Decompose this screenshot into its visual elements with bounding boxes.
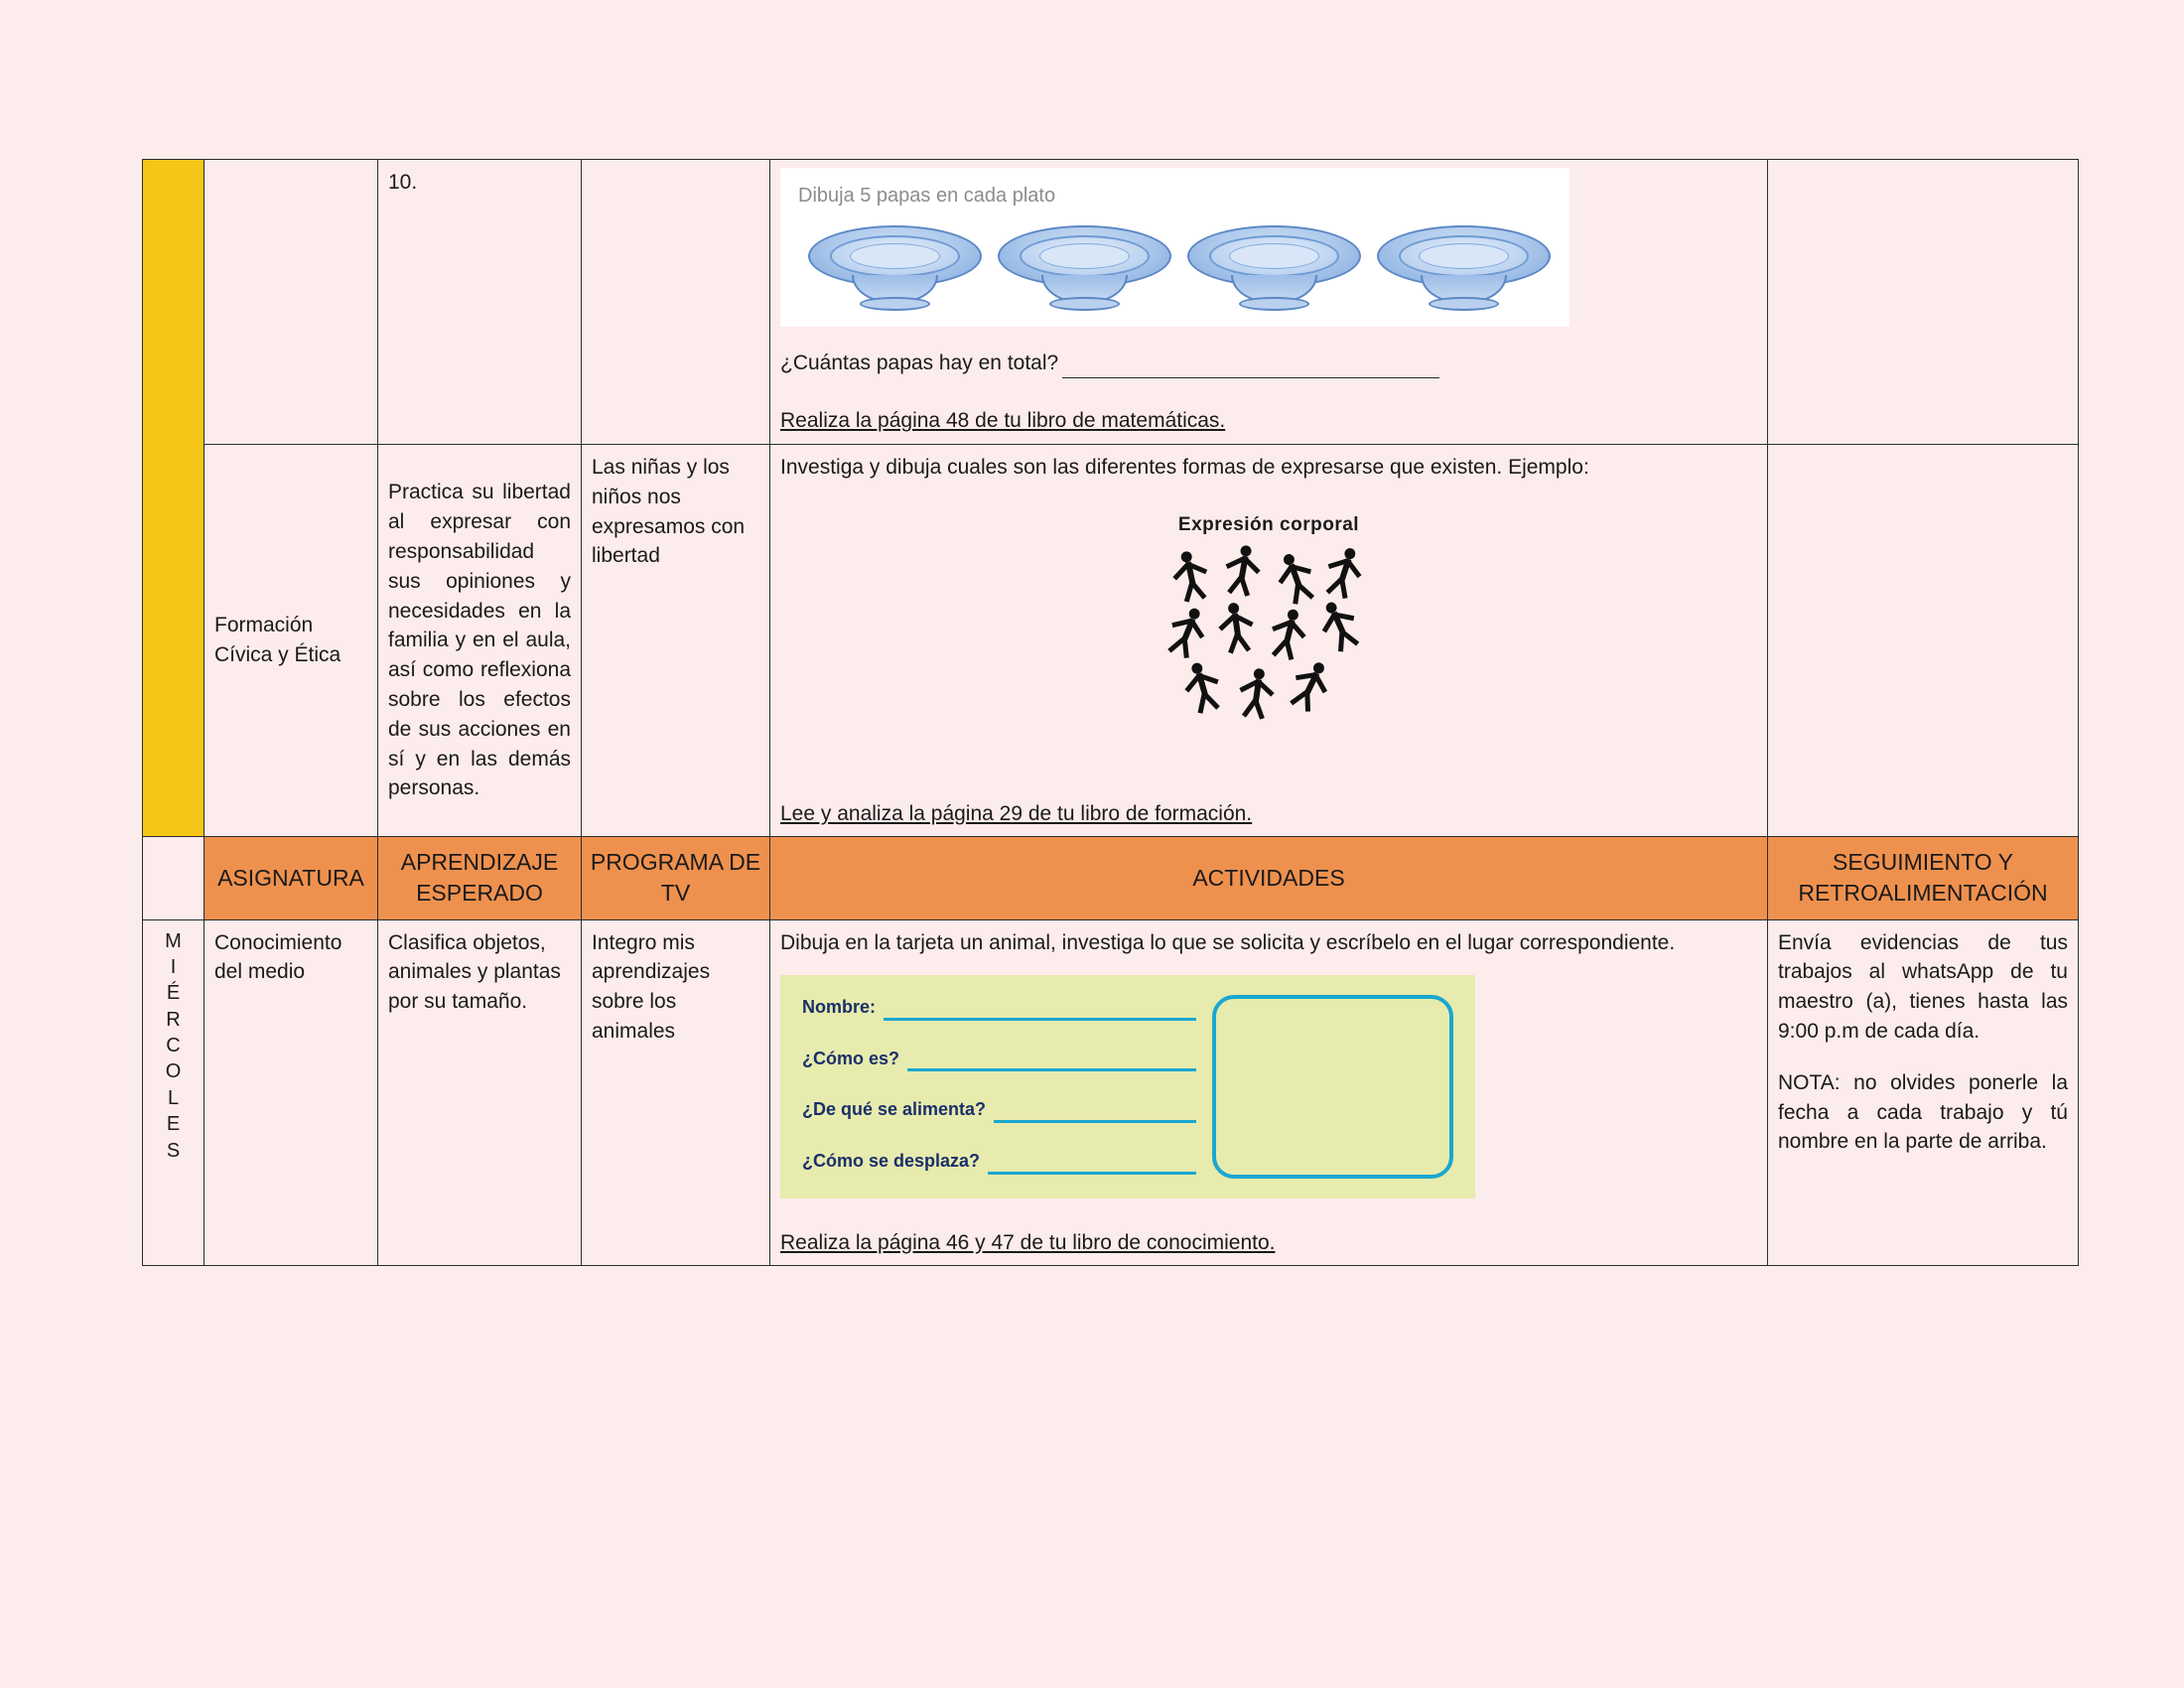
table-header-row: [143, 837, 2079, 919]
animal-card-field-row: [802, 995, 1196, 1021]
animal-card-rule[interactable]: [988, 1162, 1196, 1175]
seguimiento-paragraph-nota: NOTA: no olvides ponerle la fecha a cada trabajo y tú nombre en la parte de arriba.: [1778, 1070, 2068, 1154]
actividad-miercoles-intro: Dibuja en la tarjeta un animal, investiga lo que se solicita y escríbelo en el lugar correspondiente.: [780, 930, 1676, 954]
cell-programa-formacion: Las niñas y los niños nos expresamos con libertad: [582, 445, 770, 837]
cell-aprendizaje-miercoles: Clasifica objetos, animales y plantas por su tamaño.: [378, 919, 582, 1266]
animal-card-label-alimenta: ¿De qué se alimenta?: [802, 1099, 987, 1120]
animal-card-rule[interactable]: [884, 1008, 1196, 1021]
day-strip-miercoles: [143, 919, 205, 1266]
day-letter: L: [167, 1086, 180, 1109]
cell-seguimiento-empty-1: [1768, 160, 2079, 445]
seguimiento-paragraph-evidencias: Envía evidencias de tus trabajos al whatsApp de tu maestro (a), tienes hasta las 9:00 p.m de cada día.: [1778, 930, 2068, 1043]
plates-worksheet: [780, 168, 1570, 327]
header-actividades: ACTIVIDADES: [770, 837, 1768, 919]
header-seguimiento-retroalimentacion: SEGUIMIENTO Y RETROALIMENTACIÓN: [1768, 837, 2079, 919]
animal-card-field-row: [802, 1149, 1196, 1175]
cell-actividades-matematicas: [770, 160, 1768, 445]
day-label-miercoles: [153, 928, 194, 1165]
day-strip-martes: [143, 160, 205, 837]
expresion-corporal-title: Expresión corporal: [1177, 513, 1360, 535]
dancing-figures-icon: [1162, 545, 1376, 729]
day-letter: C: [166, 1035, 181, 1057]
plates-worksheet-caption: Dibuja 5 papas en cada plato: [798, 185, 1056, 207]
animal-card-label-desplaza: ¿Cómo se desplaza?: [802, 1150, 981, 1171]
cell-aprendizaje-formacion: Practica su libertad al expresar con responsabilidad sus opiniones y necesidades en la familia y en el aula, así como reflexiona sobre los efectos de sus acciones en sí y en las demás personas.: [378, 445, 582, 837]
table-row-formacion-civica: [143, 445, 2079, 837]
animal-card-drawing-box[interactable]: [1212, 995, 1453, 1178]
plate-icon: [808, 225, 982, 317]
cell-actividades-formacion: [770, 445, 1768, 837]
header-asignatura: ASIGNATURA: [205, 837, 378, 919]
day-letter: M: [165, 929, 182, 952]
weekly-plan-table: [142, 159, 2079, 1266]
day-letter: R: [166, 1008, 181, 1031]
cell-actividades-miercoles: [770, 919, 1768, 1266]
animal-card-label-nombre: Nombre:: [802, 997, 877, 1018]
task-conocimiento: Realiza la página 46 y 47 de tu libro de conocimiento.: [780, 1230, 1276, 1254]
header-programa-de-tv: PROGRAMA DE TV: [582, 837, 770, 919]
expresion-corporal-figure: [780, 512, 1757, 738]
animal-card-field-row: [802, 1097, 1196, 1123]
animal-card-rule[interactable]: [907, 1058, 1196, 1071]
day-letter: E: [166, 1113, 181, 1136]
animal-card-label-como-es: ¿Cómo es?: [802, 1048, 900, 1068]
header-corner-cell: [143, 837, 205, 919]
cell-asignatura-empty: [205, 160, 378, 445]
table-row-miercoles: [143, 919, 2079, 1266]
plates-row: [798, 225, 1552, 317]
plate-icon: [1187, 225, 1361, 317]
animal-card-rule[interactable]: [994, 1110, 1196, 1123]
cell-asignatura-formacion: Formación Cívica y Ética: [205, 445, 378, 837]
day-letter: O: [165, 1060, 182, 1083]
task-formacion: Lee y analiza la página 29 de tu libro de formación.: [780, 801, 1253, 825]
cell-seguimiento-empty-2: [1768, 445, 2079, 837]
animal-card-fields: [802, 995, 1196, 1178]
cell-asignatura-miercoles: Conocimiento del medio: [205, 919, 378, 1266]
day-letter: É: [166, 982, 181, 1005]
cell-seguimiento-miercoles: [1768, 919, 2079, 1266]
day-letter: I: [170, 955, 177, 978]
animal-card-field-row: [802, 1047, 1196, 1072]
plates-question-line: [780, 349, 1757, 378]
day-letter: S: [166, 1139, 181, 1162]
actividad-formacion-intro: Investiga y dibuja cuales son las diferentes formas de expresarse que existen. Ejemplo:: [780, 456, 1589, 480]
cell-aprendizaje-item-number: 10.: [378, 160, 582, 445]
plates-answer-blank[interactable]: [1062, 357, 1439, 378]
animal-card-graphic: [780, 975, 1475, 1197]
plate-icon: [1377, 225, 1551, 317]
cell-programa-miercoles: Integro mis aprendizajes sobre los animales: [582, 919, 770, 1266]
cell-programa-empty: [582, 160, 770, 445]
plates-question-text: ¿Cuántas papas hay en total?: [780, 352, 1059, 375]
header-aprendizaje-esperado: APRENDIZAJE ESPERADO: [378, 837, 582, 919]
task-matematicas: Realiza la página 48 de tu libro de matemáticas.: [780, 409, 1226, 433]
table-row-matematicas-continuacion: [143, 160, 2079, 445]
plate-icon: [998, 225, 1171, 317]
